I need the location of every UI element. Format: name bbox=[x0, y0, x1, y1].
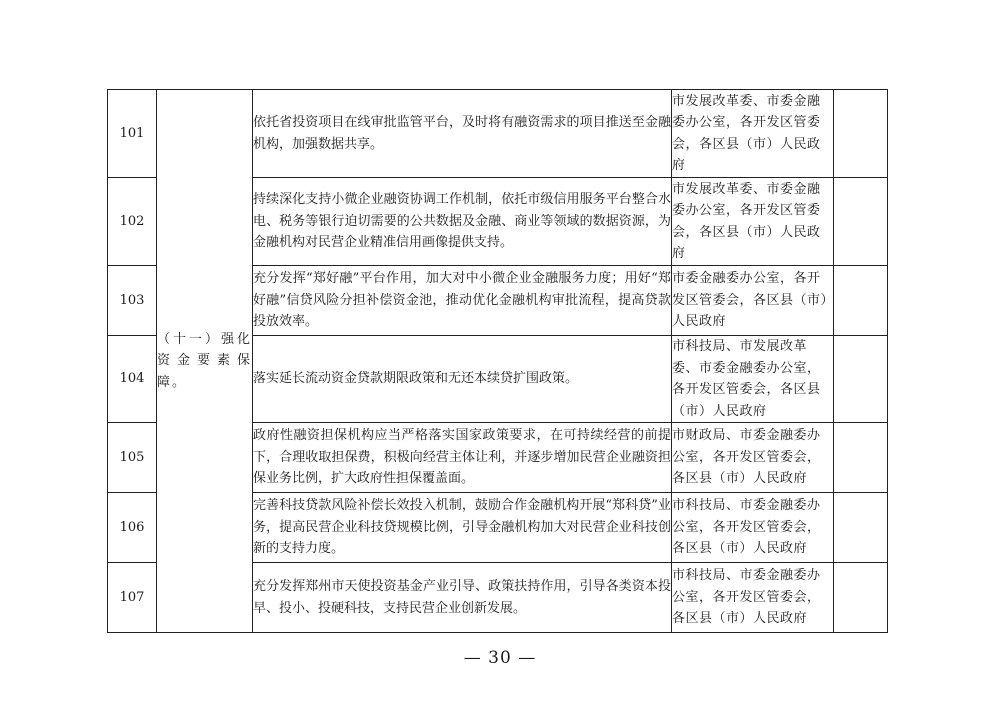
blank-cell bbox=[834, 563, 888, 633]
blank-cell bbox=[834, 423, 888, 493]
row-number: 106 bbox=[108, 493, 157, 563]
blank-cell bbox=[834, 178, 888, 266]
responsible-dept-cell: 市科技局、市委金融委办公室，各开发区管委会，各区县（市）人民政府 bbox=[672, 493, 834, 563]
blank-cell bbox=[834, 493, 888, 563]
policy-table bbox=[107, 89, 888, 633]
page-number: — 30 — bbox=[463, 648, 537, 668]
measure-cell: 充分发挥郑州市天使投资基金产业引导、政策扶持作用，引导各类资本投早、投小、投硬科技，支持民营企业创新发展。 bbox=[253, 563, 672, 633]
responsible-dept-cell: 市科技局、市委金融委办公室，各开发区管委会，各区县（市）人民政府 bbox=[672, 563, 834, 633]
row-number: 101 bbox=[108, 90, 157, 178]
table-row bbox=[108, 90, 888, 178]
row-number: 104 bbox=[108, 336, 157, 423]
measure-cell: 落实延长流动资金贷款期限政策和无还本续贷扩围政策。 bbox=[253, 336, 672, 423]
blank-cell bbox=[834, 90, 888, 178]
category-cell: （十一）强化资金要素保障。 bbox=[157, 90, 253, 633]
responsible-dept-cell: 市财政局、市委金融委办公室，各开发区管委会，各区县（市）人民政府 bbox=[672, 423, 834, 493]
row-number: 103 bbox=[108, 266, 157, 336]
responsible-dept-cell: 市委金融委办公室，各开发区管委会，各区县（市）人民政府 bbox=[672, 266, 834, 336]
row-number: 105 bbox=[108, 423, 157, 493]
measure-cell: 依托省投资项目在线审批监管平台，及时将有融资需求的项目推送至金融机构，加强数据共享。 bbox=[253, 90, 672, 178]
row-number: 107 bbox=[108, 563, 157, 633]
measure-cell: 政府性融资担保机构应当严格落实国家政策要求，在可持续经营的前提下，合理收取担保费，积极向经营主体让利，并逐步增加民营企业融资担保业务比例，扩大政府性担保覆盖面。 bbox=[253, 423, 672, 493]
measure-cell: 充分发挥“郑好融”平台作用，加大对中小微企业金融服务力度；用好“郑好融”信贷风险分担补偿资金池，推动优化金融机构审批流程，提高贷款投放效率。 bbox=[253, 266, 672, 336]
responsible-dept-cell: 市发展改革委、市委金融委办公室，各开发区管委会，各区县（市）人民政府 bbox=[672, 178, 834, 266]
responsible-dept-cell: 市发展改革委、市委金融委办公室，各开发区管委会，各区县（市）人民政府 bbox=[672, 90, 834, 178]
responsible-dept-cell: 市科技局、市发展改革委、市委金融委办公室，各开发区管委会，各区县（市）人民政府 bbox=[672, 336, 834, 423]
blank-cell bbox=[834, 266, 888, 336]
measure-cell: 持续深化支持小微企业融资协调工作机制，依托市级信用服务平台整合水电、税务等银行迫切需要的公共数据及金融、商业等领域的数据资源，为金融机构对民营企业精准信用画像提供支持。 bbox=[253, 178, 672, 266]
measure-cell: 完善科技贷款风险补偿长效投入机制，鼓励合作金融机构开展“郑科贷”业务，提高民营企业科技贷规模比例，引导金融机构加大对民营企业科技创新的支持力度。 bbox=[253, 493, 672, 563]
row-number: 102 bbox=[108, 178, 157, 266]
blank-cell bbox=[834, 336, 888, 423]
